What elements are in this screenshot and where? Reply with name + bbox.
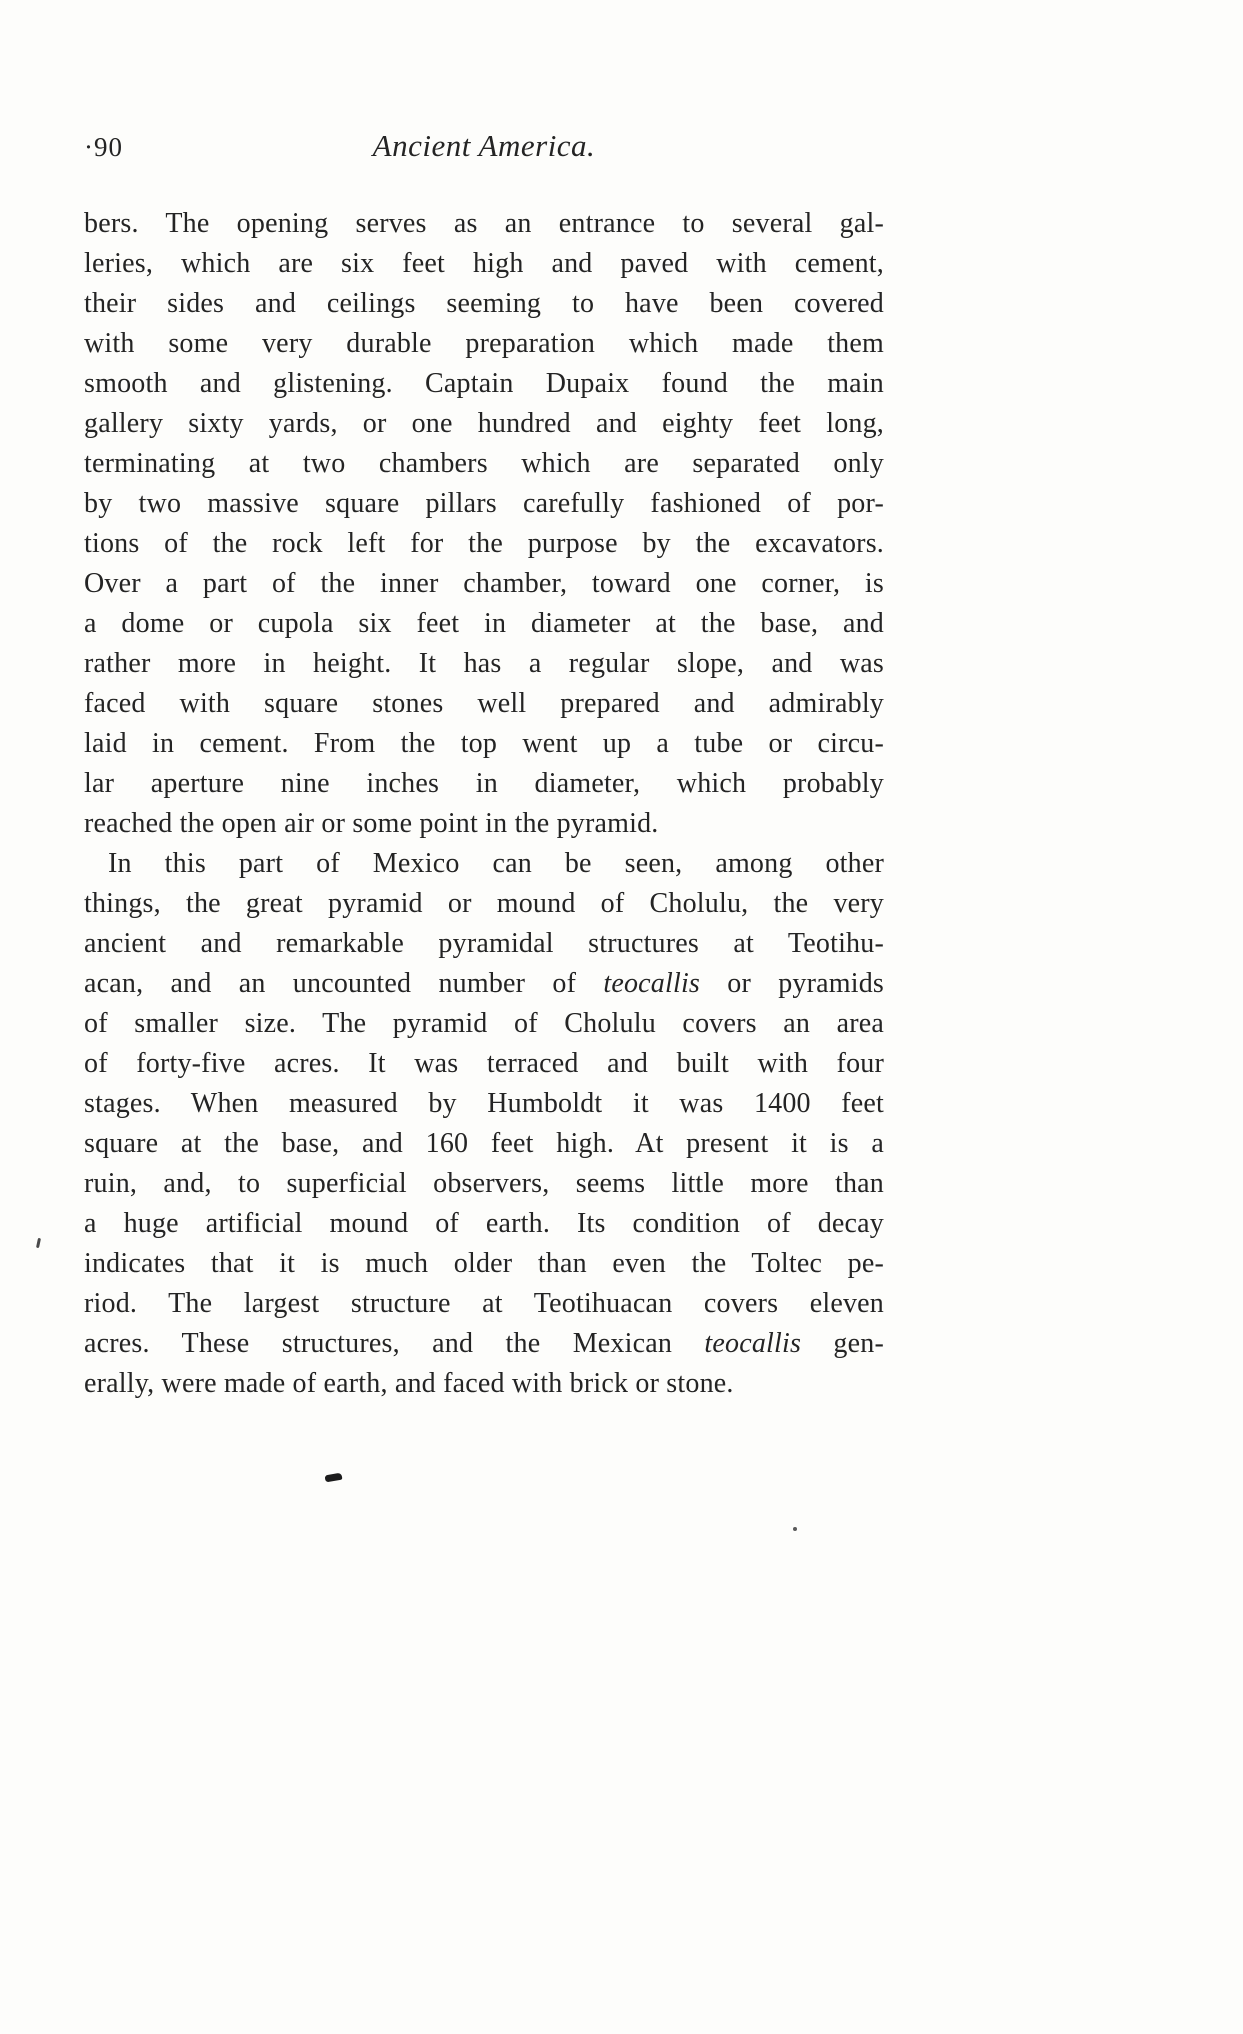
text-line — [84, 764, 884, 804]
text-line — [84, 364, 884, 404]
page-header — [84, 128, 884, 172]
text-line — [84, 444, 884, 484]
text-line — [84, 1284, 884, 1324]
text-segment: of smaller size. The pyramid of Cholulu covers an area — [84, 1008, 884, 1039]
text-segment: erally, were made of earth, and faced with brick or stone. — [84, 1368, 734, 1399]
text-line — [84, 604, 884, 644]
text-line — [84, 484, 884, 524]
text-line — [84, 564, 884, 604]
text-line — [84, 684, 884, 724]
text-segment: smooth and glistening. Captain Dupaix found the main — [84, 368, 884, 399]
text-line — [84, 1204, 884, 1244]
text-segment: ruin, and, to superficial observers, seems little more than — [84, 1168, 884, 1199]
paragraph — [84, 844, 884, 1404]
text-segment: lar aperture nine inches in diameter, which probably — [84, 768, 884, 799]
text-segment: ancient and remarkable pyramidal structures at Teotihu- — [84, 928, 884, 959]
text-segment: acan, and an uncounted number of — [84, 968, 604, 999]
text-line — [84, 1124, 884, 1164]
text-segment: In this part of Mexico can be seen, among other — [108, 848, 884, 879]
italic-text: teocallis — [704, 1328, 802, 1359]
text-line — [84, 804, 884, 844]
text-segment: Over a part of the inner chamber, toward one corner, is — [84, 568, 884, 599]
text-segment: terminating at two chambers which are separated only — [84, 448, 884, 479]
text-line — [84, 1084, 884, 1124]
text-line — [84, 724, 884, 764]
text-line — [84, 1044, 884, 1084]
text-line — [84, 244, 884, 284]
text-line — [84, 524, 884, 564]
page-number: ·90 — [84, 132, 123, 162]
text-segment: reached the open air or some point in the pyramid. — [84, 808, 659, 839]
text-segment: faced with square stones well prepared and admirably — [84, 688, 884, 719]
text-segment: indicates that it is much older than even the Toltec pe- — [84, 1248, 884, 1279]
text-line — [84, 964, 884, 1004]
text-segment: or pyramids — [700, 968, 885, 999]
text-segment: gen- — [801, 1328, 884, 1359]
text-segment: tions of the rock left for the purpose by the excavators. — [84, 528, 884, 559]
text-segment: by two massive square pillars carefully fashioned of por- — [84, 488, 884, 519]
text-segment: a huge artificial mound of earth. Its condition of decay — [84, 1208, 884, 1239]
paragraph — [84, 204, 884, 844]
text-line — [84, 884, 884, 924]
running-head-title: Ancient America. — [372, 128, 596, 163]
text-line — [84, 1364, 884, 1404]
text-segment: rather more in height. It has a regular slope, and was — [84, 648, 884, 679]
text-line — [84, 324, 884, 364]
text-line — [84, 404, 884, 444]
text-segment: square at the base, and 160 feet high. At present it is a — [84, 1128, 884, 1159]
text-segment: with some very durable preparation which made them — [84, 328, 884, 359]
stray-dot — [793, 1527, 797, 1531]
text-line — [84, 284, 884, 324]
text-line — [84, 1164, 884, 1204]
text-segment: laid in cement. From the top went up a tube or circu- — [84, 728, 884, 759]
text-segment: gallery sixty yards, or one hundred and eighty feet long, — [84, 408, 884, 439]
body-text — [84, 204, 884, 1404]
text-segment: of forty-five acres. It was terraced and built with four — [84, 1048, 884, 1079]
text-segment: stages. When measured by Humboldt it was 1400 feet — [84, 1088, 884, 1119]
margin-speck — [36, 1238, 41, 1248]
text-segment: things, the great pyramid or mound of Cholulu, the very — [84, 888, 884, 919]
text-line — [84, 924, 884, 964]
text-line — [84, 644, 884, 684]
text-segment: riod. The largest structure at Teotihuacan covers eleven — [84, 1288, 884, 1319]
text-line — [84, 204, 884, 244]
text-line — [84, 1324, 884, 1364]
text-line — [84, 844, 884, 884]
italic-text: teocallis — [603, 968, 701, 999]
text-segment: leries, which are six feet high and paved with cement, — [84, 248, 884, 279]
printers-mark — [325, 1473, 343, 1483]
text-segment: acres. These structures, and the Mexican — [84, 1328, 705, 1359]
text-segment: their sides and ceilings seeming to have been covered — [84, 288, 884, 319]
text-line — [84, 1004, 884, 1044]
text-segment: bers. The opening serves as an entrance to several gal- — [84, 208, 884, 239]
text-segment: a dome or cupola six feet in diameter at the base, and — [84, 608, 884, 639]
text-line — [84, 1244, 884, 1284]
